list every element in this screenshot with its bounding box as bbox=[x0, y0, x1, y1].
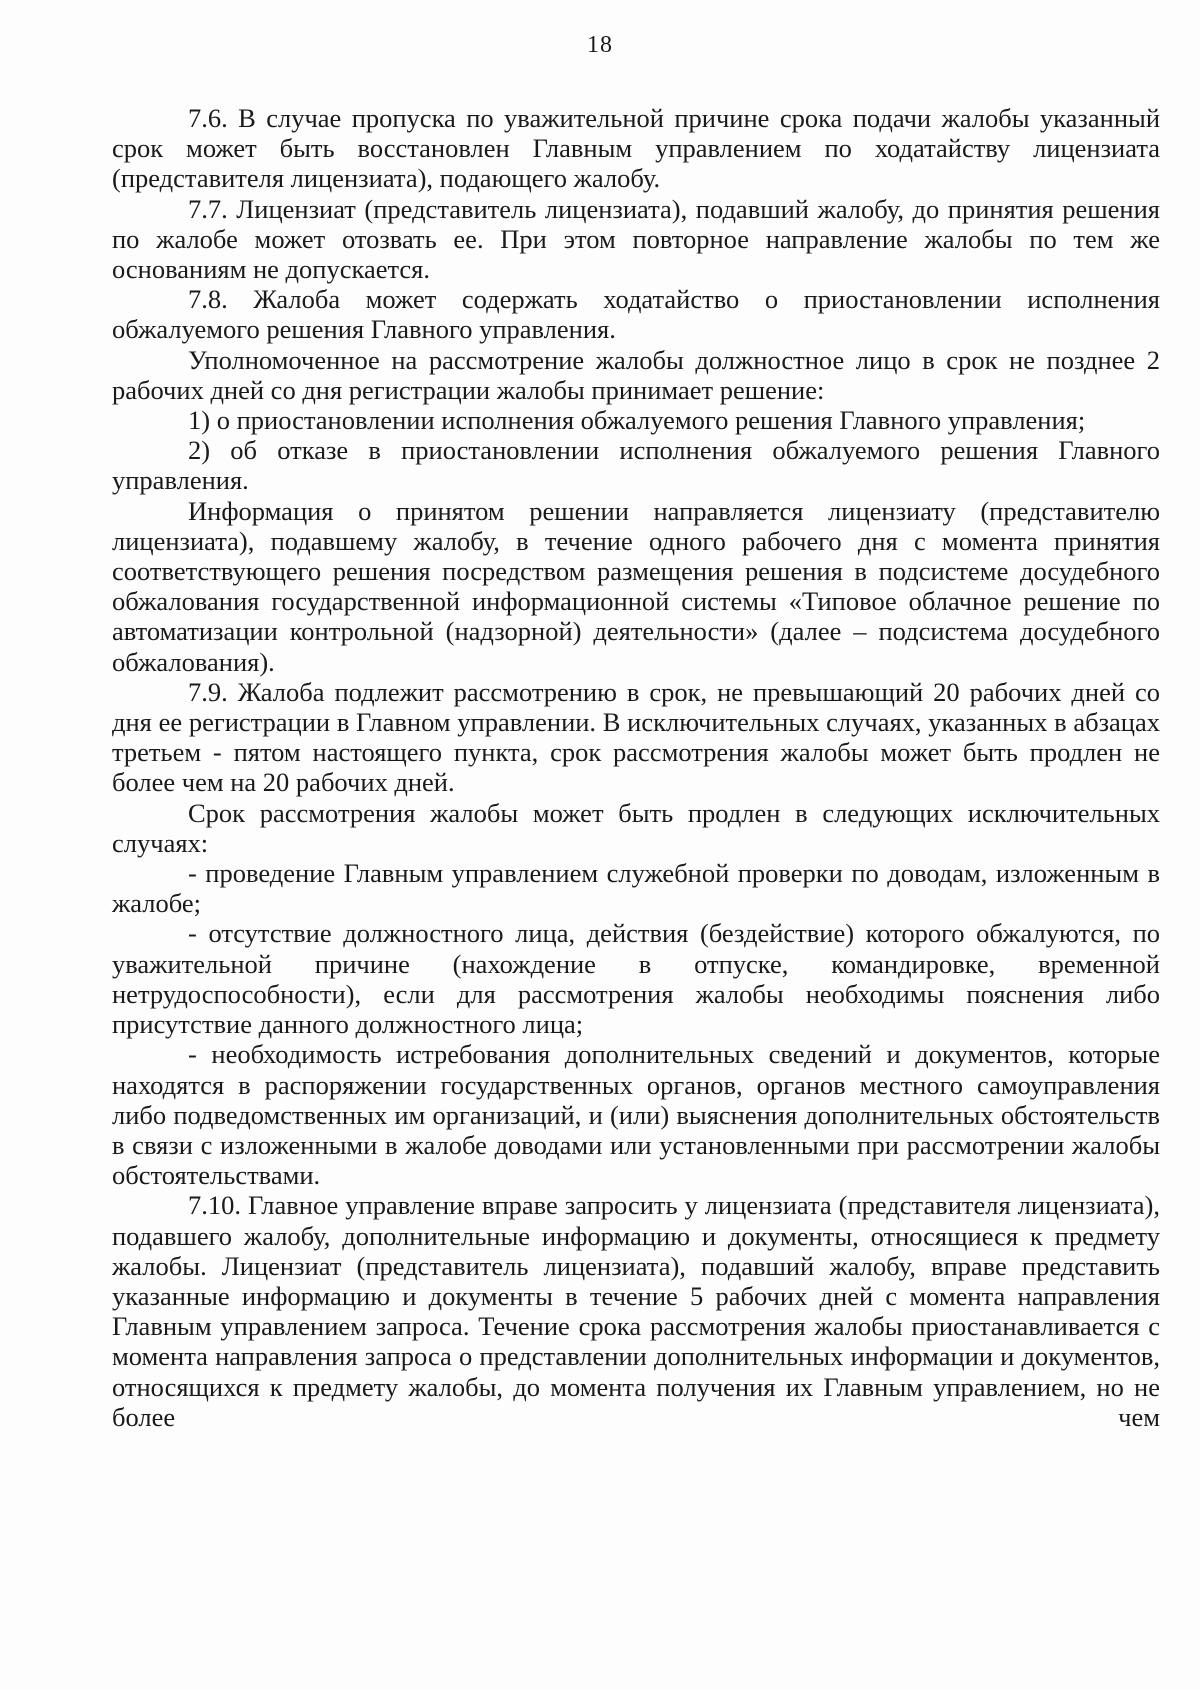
paragraph-7-6: 7.6. В случае пропуска по уважительной причине срока подачи жалобы указанный срок может быть восстановлен Главным управлением по ходатайству лицензиата (представителя лицензиата), подающего жалобу. bbox=[112, 103, 1160, 194]
paragraph-7-8: 7.8. Жалоба может содержать ходатайство о приостановлении исполнения обжалуемого решения Главного управления. bbox=[112, 284, 1160, 345]
paragraph-7-7: 7.7. Лицензиат (представитель лицензиата), подавший жалобу, до принятия решения по жалобе может отозвать ее. При этом повторное направление жалобы по тем же основаниям не допускается. bbox=[112, 193, 1160, 285]
paragraph-7-9: 7.9. Жалоба подлежит рассмотрению в срок, не превышающий 20 рабочих дней со дня ее регистрации в Главном управлении. В исключительных случаях, указанных в абзацах третьем - пятом настоящего пункта, срок рассмотрения жалобы может быть продлен не более чем на 20 рабочих дней. bbox=[112, 676, 1160, 798]
paragraph-7-10: 7.10. Главное управление вправе запросить у лицензиата (представителя лицензиата), подавшего жалобу, дополнительные информацию и документы, относящиеся к предмету жалобы. Лицензиат (представитель лицензиата), подавший жалобу, вправе представить указанные информацию и документы в течение 5 рабочих дней с момента направления Главным управлением запроса. Течение срока рассмотрения жалобы приостанавливается с момента направления запроса о представлении дополнительных информации и документов, относящихся к предмету жалобы, до момента получения их Главным управлением, но не более чем bbox=[112, 1190, 1160, 1432]
paragraph-extension-case-3: - необходимость истребования дополнительных сведений и документов, которые находятся в распоряжении государственных органов, органов местного самоуправления либо подведомственных им организаций, и (или) выяснения дополнительных обстоятельств в связи с изложенными в жалобе доводами или установленными при рассмотрении жалобы обстоятельствами. bbox=[112, 1039, 1160, 1191]
paragraph-decision-notice: Информация о принятом решении направляется лицензиату (представителю лицензиата), подавшему жалобу, в течение одного рабочего дня с момента принятия соответствующего решения посредством размещения решения в подсистеме досудебного обжалования государственной информационной системы «Типовое облачное решение по автоматизации контрольной (надзорной) деятельности» (далее – подсистема досудебного обжалования). bbox=[112, 495, 1160, 677]
paragraph-extension-case-1: - проведение Главным управлением служебной проверки по доводам, изложенным в жалобе; bbox=[112, 858, 1160, 919]
page-number: 18 bbox=[587, 32, 613, 58]
paragraph-extension-cases: Срок рассмотрения жалобы может быть продлен в следующих исключительных случаях: bbox=[112, 797, 1160, 858]
paragraph-extension-case-2: - отсутствие должностного лица, действия (бездействие) которого обжалуются, по уважительной причине (нахождение в отпуске, командировке, временной нетрудоспособности), если для рассмотрения жалобы необходимы пояснения либо присутствие данного должностного лица; bbox=[112, 918, 1160, 1040]
paragraph-decision-option-1: 1) о приостановлении исполнения обжалуемого решения Главного управления; bbox=[188, 405, 1086, 436]
paragraph-decision-intro: Уполномоченное на рассмотрение жалобы должностное лицо в срок не позднее 2 рабочих дней со дня регистрации жалобы принимает решение: bbox=[112, 344, 1160, 405]
document-body bbox=[112, 103, 1160, 1432]
paragraph-decision-option-2: 2) об отказе в приостановлении исполнения обжалуемого решения Главного управления. bbox=[112, 435, 1160, 496]
